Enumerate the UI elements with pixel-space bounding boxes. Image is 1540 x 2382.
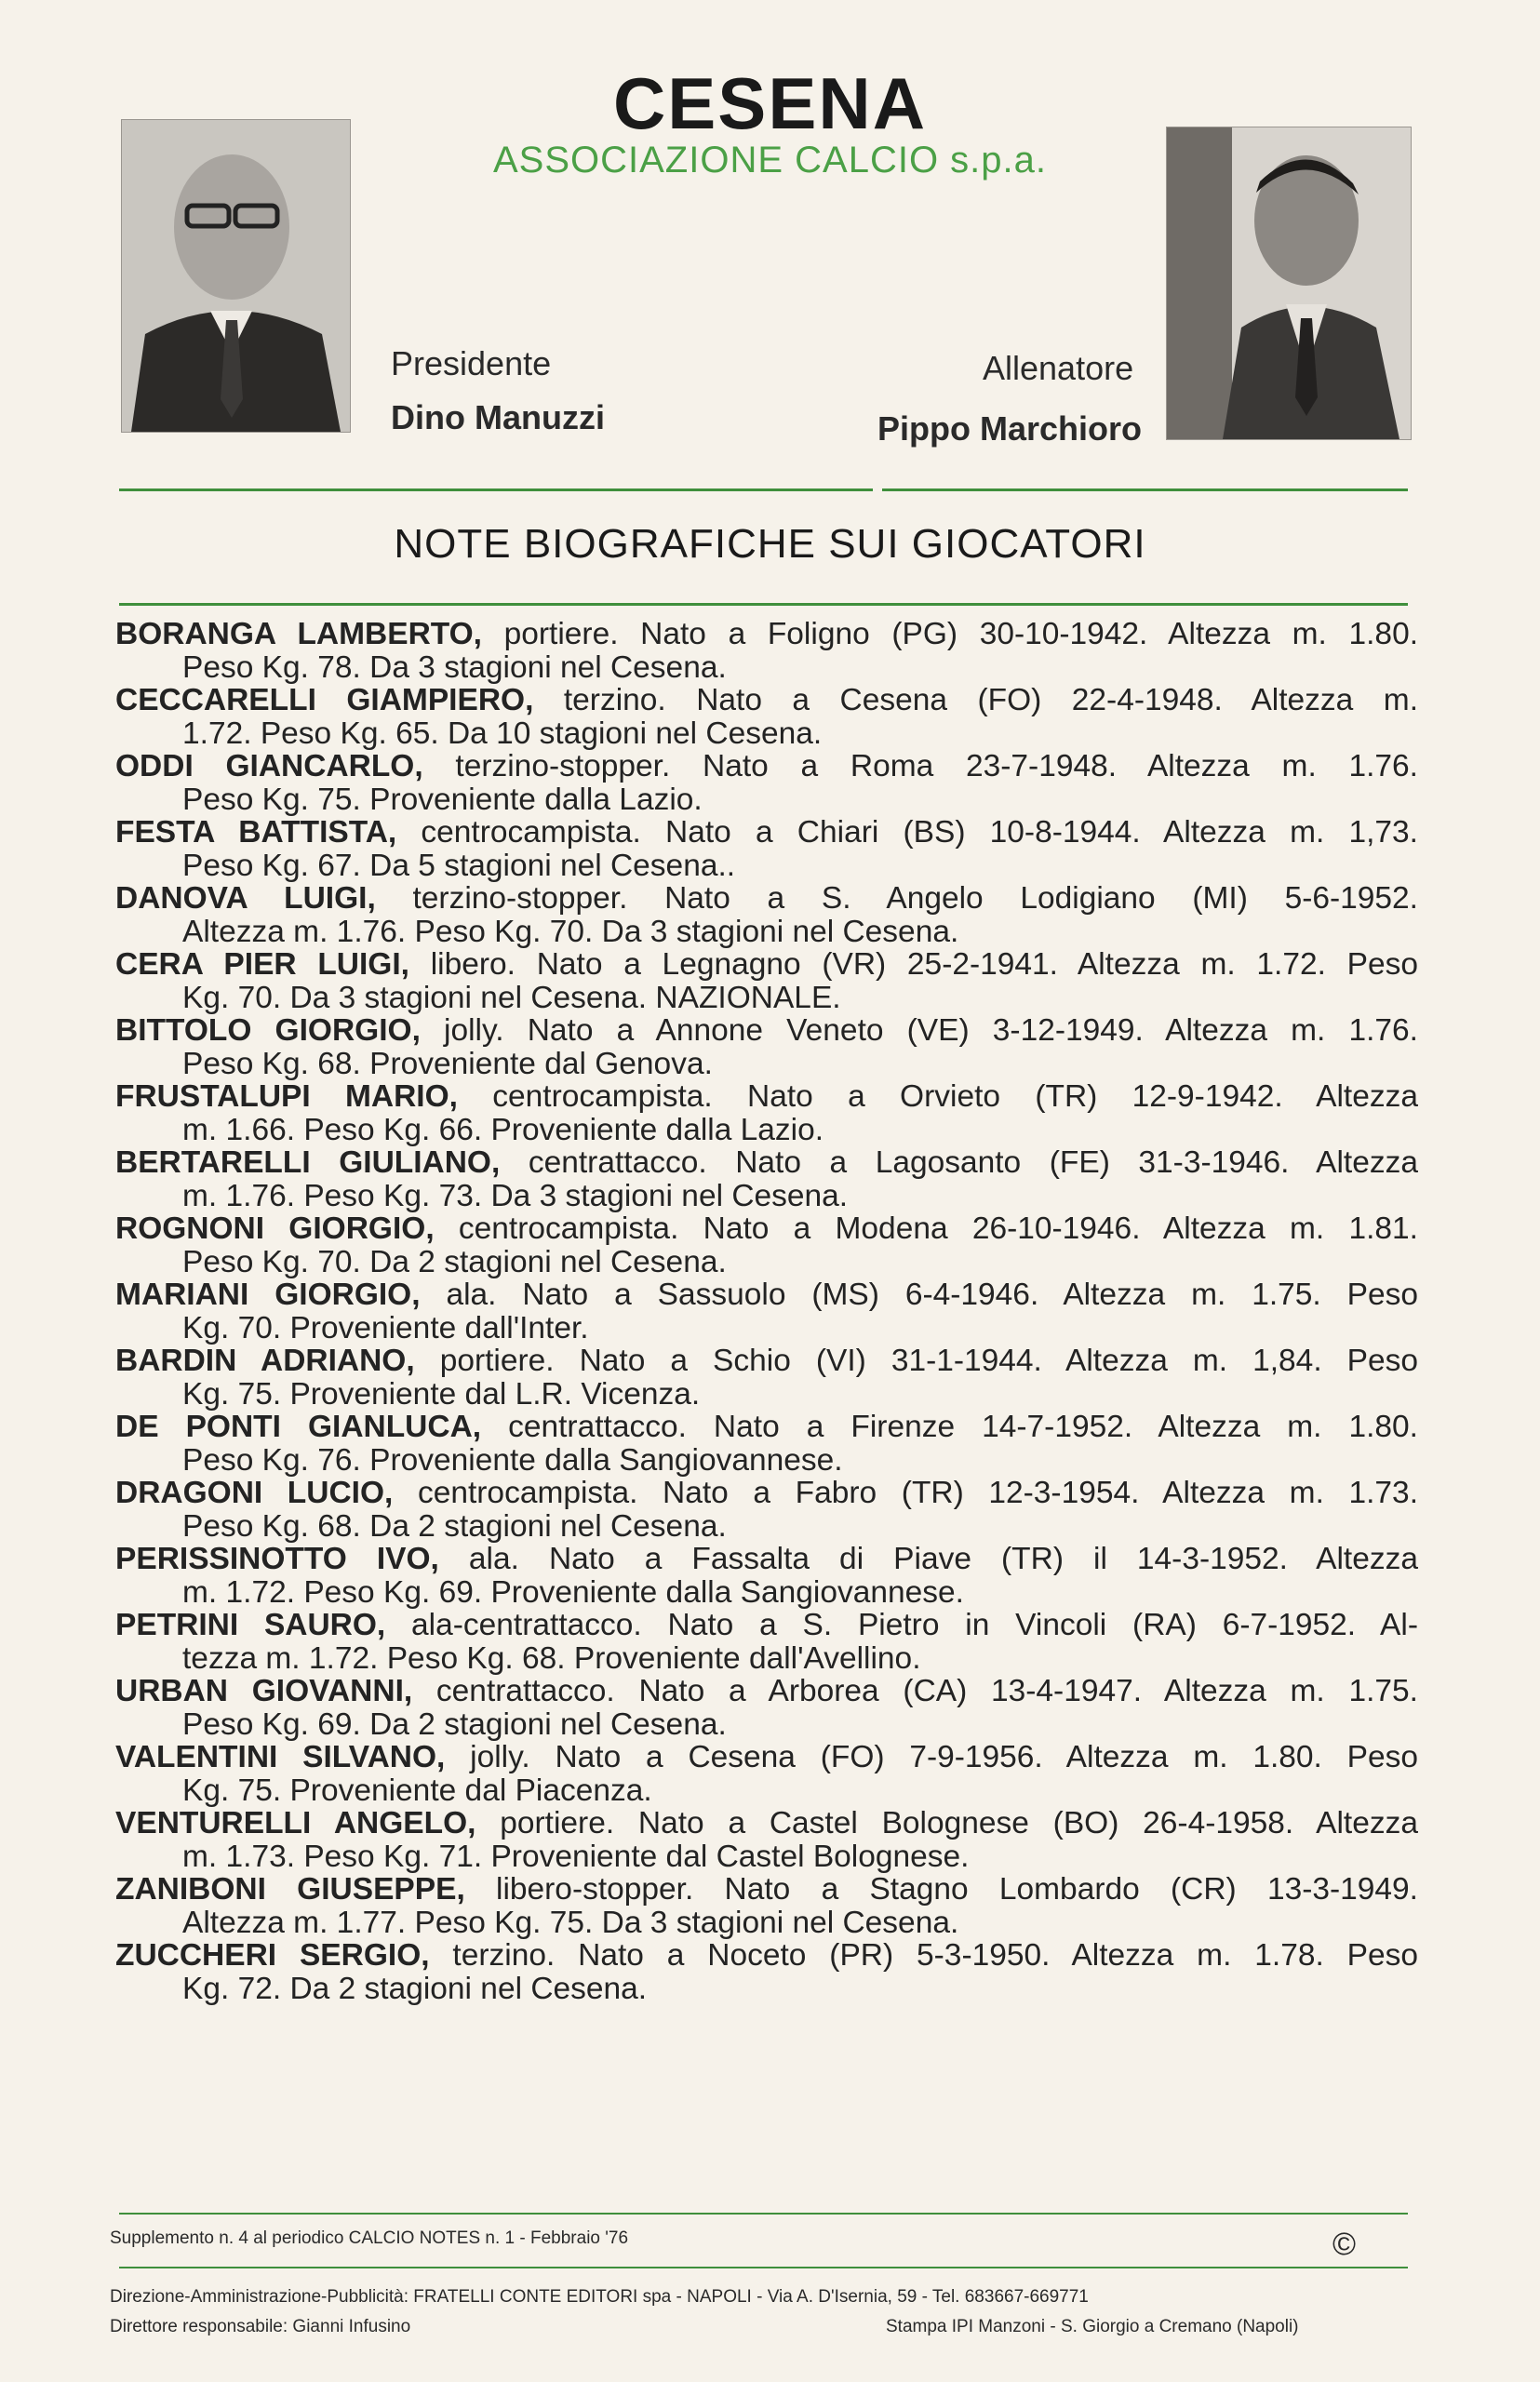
copyright-symbol: © [1332,2227,1357,2262]
player-details: centrocampista. Nato a Orvieto (TR) 12-9-1942. Altezza [457,1079,1418,1114]
player-details: libero-stopper. Nato a Stagno Lombardo (CR) 13-3-1949. [464,1872,1418,1907]
player-entry [115,882,1418,948]
player-name: CERA PIER LUIGI, [115,947,409,982]
player-entry [115,1477,1418,1543]
player-details: terzino. Nato a Cesena (FO) 22-4-1948. Altezza m. [533,683,1419,717]
supplement-note: Supplemento n. 4 al periodico CALCIO NOTES n. 1 - Febbraio '76 [110,2228,629,2248]
player-details: portiere. Nato a Schio (VI) 31-1-1944. Altezza m. 1,84. Peso [414,1344,1418,1378]
player-details: terzino. Nato a Noceto (PR) 5-3-1950. Altezza m. 1.78. Peso [429,1938,1418,1973]
player-entry [115,618,1418,684]
president-photo [121,119,351,433]
player-line-2: Kg. 70. Da 3 stagioni nel Cesena. NAZIONALE. [182,980,841,1015]
player-details: jolly. Nato a Cesena (FO) 7-9-1956. Altezza m. 1.80. Peso [445,1740,1418,1774]
player-line-2: m. 1.72. Peso Kg. 69. Proveniente dalla Sangiovannese. [182,1574,964,1610]
coach-role: Allenatore [983,349,1134,387]
player-line-2: 1.72. Peso Kg. 65. Da 10 stagioni nel Cesena. [182,716,823,751]
player-line-2: Altezza m. 1.77. Peso Kg. 75. Da 3 stagioni nel Cesena. [182,1905,959,1940]
player-name: DE PONTI GIANLUCA, [115,1410,482,1444]
player-line-1 [115,1477,1418,1510]
president-role: Presidente [391,344,552,382]
player-line-1 [115,1675,1418,1708]
player-details: portiere. Nato a Foligno (PG) 30-10-1942. Altezza m. 1.80. [482,617,1419,651]
player-line-2: Kg. 75. Proveniente dal Piacenza. [182,1773,652,1808]
player-line-1 [115,1873,1418,1907]
publisher-address: Direzione-Amministrazione-Pubblicità: FRATELLI CONTE EDITORI spa - NAPOLI - Via A. D'Isernia, 59 - Tel. 683667-669771 [110,2287,1089,2307]
section-title: NOTE BIOGRAFICHE SUI GIOCATORI [394,521,1146,567]
player-entry [115,1807,1418,1873]
player-entry [115,750,1418,816]
player-line-1 [115,1014,1418,1048]
player-details: jolly. Nato a Annone Veneto (VE) 3-12-1949. Altezza m. 1.76. [420,1013,1418,1048]
player-line-1 [115,1411,1418,1444]
player-entry [115,1212,1418,1278]
player-details: ala-centrattacco. Nato a S. Pietro in Vincoli (RA) 6-7-1952. Al- [385,1608,1418,1642]
player-name: ODDI GIANCARLO, [115,749,423,783]
player-line-1 [115,750,1418,783]
player-line-2: Peso Kg. 68. Proveniente dal Genova. [182,1046,713,1081]
player-line-2: Peso Kg. 68. Da 2 stagioni nel Cesena. [182,1508,727,1544]
player-line-2: tezza m. 1.72. Peso Kg. 68. Proveniente dall'Avellino. [182,1640,921,1676]
player-entry [115,1014,1418,1080]
player-line-2: Peso Kg. 67. Da 5 stagioni nel Cesena.. [182,848,736,883]
coach-name: Pippo Marchioro [877,409,1143,448]
player-details: centrocampista. Nato a Chiari (BS) 10-8-1944. Altezza m. 1,73. [396,815,1418,850]
coach-photo [1166,127,1412,440]
header-divider-left [119,488,873,491]
player-entry [115,684,1418,750]
player-name: VALENTINI SILVANO, [115,1740,446,1774]
player-entry [115,1411,1418,1477]
player-line-2: Peso Kg. 76. Proveniente dalla Sangiovannese. [182,1442,843,1478]
player-entry [115,1146,1418,1212]
player-details: ala. Nato a Sassuolo (MS) 6-4-1946. Altezza m. 1.75. Peso [420,1278,1418,1312]
player-name: VENTURELLI ANGELO, [115,1806,476,1840]
player-list [115,618,1418,2005]
player-line-2: m. 1.66. Peso Kg. 66. Proveniente dalla Lazio. [182,1112,824,1147]
player-line-1 [115,1278,1418,1312]
player-line-1 [115,1146,1418,1180]
player-entry [115,1080,1418,1146]
player-name: PERISSINOTTO IVO, [115,1542,439,1576]
player-entry [115,1609,1418,1675]
player-line-2: m. 1.76. Peso Kg. 73. Da 3 stagioni nel Cesena. [182,1178,849,1213]
player-line-1 [115,1080,1418,1114]
player-entry [115,1278,1418,1345]
player-entry [115,948,1418,1014]
player-details: centrattacco. Nato a Firenze 14-7-1952. Altezza m. 1.80. [481,1410,1418,1444]
player-line-2: Peso Kg. 78. Da 3 stagioni nel Cesena. [182,649,727,685]
player-name: BARDIN ADRIANO, [115,1344,415,1378]
player-name: BORANGA LAMBERTO, [115,617,482,651]
player-name: BITTOLO GIORGIO, [115,1013,421,1048]
player-entry [115,816,1418,882]
player-details: terzino-stopper. Nato a S. Angelo Lodigiano (MI) 5-6-1952. [375,881,1418,916]
player-name: PETRINI SAURO, [115,1608,386,1642]
player-name: ZANIBONI GIUSEPPE, [115,1872,465,1907]
player-line-2: Peso Kg. 70. Da 2 stagioni nel Cesena. [182,1244,727,1279]
player-details: centrocampista. Nato a Modena 26-10-1946. Altezza m. 1.81. [434,1211,1418,1246]
club-subtitle: ASSOCIAZIONE CALCIO s.p.a. [492,140,1048,181]
player-line-1 [115,948,1418,982]
player-line-1 [115,1212,1418,1246]
player-details: terzino-stopper. Nato a Roma 23-7-1948. Altezza m. 1.76. [422,749,1418,783]
player-name: MARIANI GIORGIO, [115,1278,421,1312]
player-details: ala. Nato a Fassalta di Piave (TR) il 14-3-1952. Altezza [438,1542,1419,1576]
player-name: CECCARELLI GIAMPIERO, [115,683,534,717]
player-line-1 [115,684,1418,717]
player-line-2: m. 1.73. Peso Kg. 71. Proveniente dal Castel Bolognese. [182,1839,970,1874]
player-line-1 [115,1543,1418,1576]
player-line-1 [115,1807,1418,1840]
player-line-1 [115,1939,1418,1973]
footer-divider-top [119,2213,1408,2215]
player-name: URBAN GIOVANNI, [115,1674,413,1708]
player-line-2: Kg. 75. Proveniente dal L.R. Vicenza. [182,1376,701,1412]
player-line-1 [115,816,1418,850]
player-entry [115,1543,1418,1609]
player-line-2: Altezza m. 1.76. Peso Kg. 70. Da 3 stagioni nel Cesena. [182,914,959,949]
player-line-1 [115,1609,1418,1642]
footer-divider-bottom [119,2267,1408,2268]
player-line-2: Kg. 72. Da 2 stagioni nel Cesena. [182,1971,648,2006]
responsible-director: Direttore responsabile: Gianni Infusino [110,2317,411,2336]
player-details: centrocampista. Nato a Fabro (TR) 12-3-1954. Altezza m. 1.73. [393,1476,1418,1510]
player-name: FESTA BATTISTA, [115,815,397,850]
president-name: Dino Manuzzi [391,398,605,436]
player-name: FRUSTALUPI MARIO, [115,1079,458,1114]
player-entry [115,1873,1418,1939]
player-details: centrattacco. Nato a Lagosanto (FE) 31-3-1946. Altezza [500,1145,1418,1180]
player-name: ROGNONI GIORGIO, [115,1211,435,1246]
player-name: DANOVA LUIGI, [115,881,376,916]
player-details: libero. Nato a Legnagno (VR) 25-2-1941. Altezza m. 1.72. Peso [408,947,1418,982]
player-line-2: Kg. 70. Proveniente dall'Inter. [182,1310,589,1345]
player-line-1 [115,1741,1418,1774]
player-entry [115,1939,1418,2005]
player-details: centrattacco. Nato a Arborea (CA) 13-4-1947. Altezza m. 1.75. [412,1674,1418,1708]
player-name: DRAGONI LUCIO, [115,1476,394,1510]
player-entry [115,1675,1418,1741]
player-name: BERTARELLI GIULIANO, [115,1145,501,1180]
player-details: portiere. Nato a Castel Bolognese (BO) 26-4-1958. Altezza [475,1806,1418,1840]
player-entry [115,1741,1418,1807]
club-title: CESENA [612,62,928,144]
section-divider [119,603,1408,606]
player-line-1 [115,618,1418,651]
player-line-2: Peso Kg. 69. Da 2 stagioni nel Cesena. [182,1706,727,1742]
header-divider-right [882,488,1408,491]
player-line-2: Peso Kg. 75. Proveniente dalla Lazio. [182,782,703,817]
player-entry [115,1345,1418,1411]
player-line-1 [115,1345,1418,1378]
player-line-1 [115,882,1418,916]
printer-credit: Stampa IPI Manzoni - S. Giorgio a Cremano (Napoli) [886,2317,1299,2336]
player-name: ZUCCHERI SERGIO, [115,1938,430,1973]
